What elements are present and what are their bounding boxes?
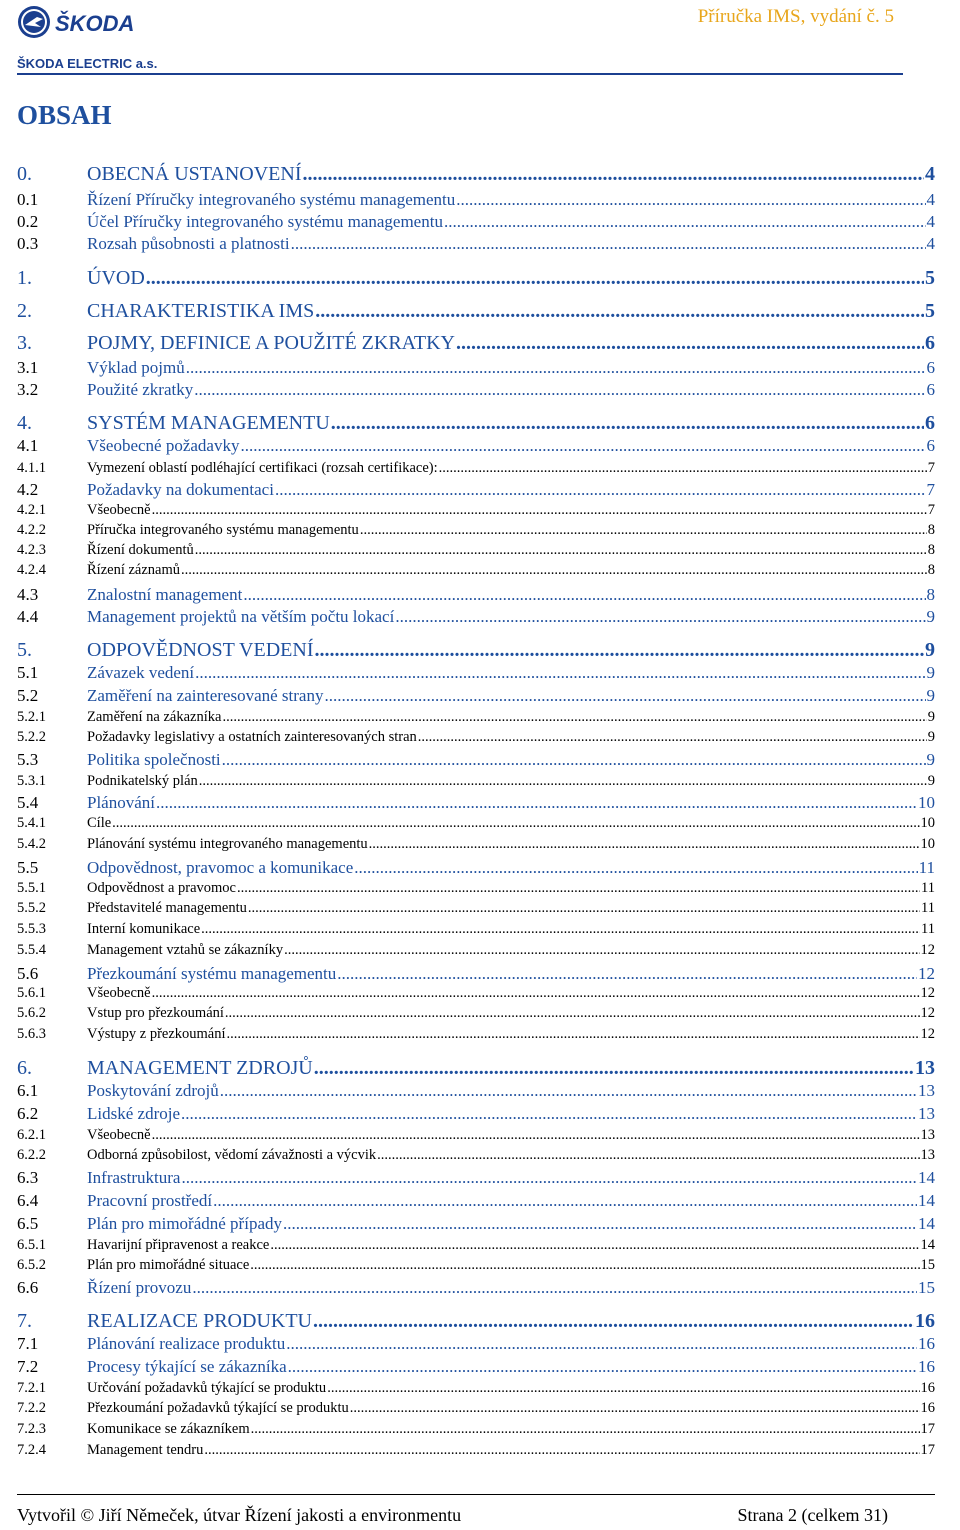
toc-entry-title: Odpovědnost a pravomoc — [87, 880, 236, 896]
toc-entry-number: 5.5.4 — [17, 942, 46, 958]
toc-entry-page: 13 — [920, 1127, 935, 1143]
toc-entry-page: 9 — [926, 607, 935, 626]
toc-entry[interactable] — [17, 1421, 935, 1438]
toc-dot-leader — [275, 480, 926, 500]
toc-entry[interactable] — [17, 234, 935, 254]
toc-entry-page: 5 — [925, 267, 935, 289]
logo-wordmark: ŠKODA — [55, 11, 135, 36]
toc-entry-number: 5.3.1 — [17, 773, 46, 789]
toc-dot-leader — [156, 793, 917, 813]
toc-entry[interactable] — [17, 880, 935, 897]
toc-entry[interactable] — [17, 1026, 935, 1043]
toc-entry-title: OBECNÁ USTANOVENÍ — [87, 163, 302, 185]
toc-dot-leader — [213, 1191, 917, 1211]
toc-entry-number: 5.1 — [17, 663, 39, 682]
toc-dot-leader — [251, 1421, 920, 1438]
toc-entry-number: 4.1.1 — [17, 460, 46, 476]
toc-dot-leader — [331, 412, 924, 435]
toc-entry-number: 7.2.4 — [17, 1442, 46, 1458]
toc-entry-page: 5 — [925, 300, 935, 322]
toc-entry[interactable] — [17, 585, 935, 605]
toc-entry-title: Procesy týkající se zákazníka — [87, 1357, 287, 1376]
toc-entry-title: Management projektů na větším počtu lokací — [87, 607, 395, 626]
toc-entry-number: 4.2 — [17, 480, 39, 499]
toc-entry-number: 0.3 — [17, 234, 39, 253]
toc-entry-number: 7. — [17, 1310, 32, 1332]
toc-dot-leader — [288, 1357, 917, 1377]
toc-entry-title: Výklad pojmů — [87, 358, 185, 377]
toc-entry-page: 7 — [927, 502, 935, 518]
toc-entry-title: REALIZACE PRODUKTU — [87, 1310, 312, 1332]
toc-entry-page: 17 — [920, 1421, 935, 1437]
toc-entry[interactable] — [17, 1334, 935, 1354]
toc-dot-leader — [377, 1147, 919, 1164]
toc-entry[interactable] — [17, 480, 935, 500]
toc-dot-leader — [112, 815, 919, 832]
toc-entry-page: 9 — [927, 773, 935, 789]
toc-entry-title: Zaměření na zákazníka — [87, 709, 222, 725]
toc-dot-leader — [354, 858, 917, 878]
toc-entry-page: 6 — [926, 436, 935, 455]
toc-entry[interactable] — [17, 1237, 935, 1254]
toc-entry[interactable] — [17, 1057, 935, 1080]
toc-entry-page: 8 — [927, 522, 935, 538]
toc-entry-number: 3. — [17, 332, 32, 354]
toc-entry-page: 15 — [918, 1278, 935, 1297]
toc-entry-page: 10 — [920, 836, 935, 852]
toc-entry[interactable] — [17, 729, 935, 746]
toc-entry-title: Odborná způsobilost, vědomí závažnosti a výcvik — [87, 1147, 377, 1163]
company-name: ŠKODA ELECTRIC a.s. — [17, 56, 158, 71]
toc-dot-leader — [337, 964, 917, 984]
toc-entry-title: SYSTÉM MANAGEMENTU — [87, 412, 330, 434]
toc-entry-page: 6 — [926, 358, 935, 377]
toc-dot-leader — [220, 1081, 917, 1101]
toc-dot-leader — [186, 358, 926, 378]
toc-entry-title: Závazek vedení — [87, 663, 195, 682]
toc-entry-title: Plán pro mimořádné situace — [87, 1257, 250, 1273]
toc-entry-number: 5. — [17, 639, 32, 661]
toc-entry-page: 11 — [921, 880, 935, 896]
toc-entry-title: Všeobecné požadavky — [87, 436, 240, 455]
toc-entry[interactable] — [17, 163, 935, 186]
toc-entry-page: 12 — [920, 1026, 935, 1042]
toc-dot-leader — [395, 607, 925, 627]
toc-entry-number: 7.2.3 — [17, 1421, 46, 1437]
toc-dot-leader — [201, 921, 920, 938]
toc-entry-page: 12 — [920, 985, 935, 1001]
toc-entry-number: 6.2.1 — [17, 1127, 46, 1143]
toc-entry[interactable] — [17, 815, 935, 832]
toc-entry-title: Odpovědnost, pravomoc a komunikace — [87, 858, 354, 877]
toc-dot-leader — [456, 190, 925, 210]
toc-entry-page: 6 — [925, 412, 935, 434]
toc-entry-number: 4. — [17, 412, 32, 434]
toc-entry-page: 4 — [925, 163, 935, 185]
toc-entry-page: 11 — [921, 921, 935, 937]
toc-entry-page: 12 — [920, 942, 935, 958]
toc-entry-title: Poskytování zdrojů — [87, 1081, 219, 1100]
toc-dot-leader — [303, 163, 924, 186]
header-rule — [17, 73, 903, 75]
toc-entry[interactable] — [17, 1127, 935, 1144]
toc-dot-leader — [250, 1257, 919, 1274]
toc-entry-title: Použité zkratky — [87, 380, 194, 399]
toc-entry[interactable] — [17, 1081, 935, 1101]
page-header — [0, 0, 960, 80]
toc-dot-leader — [222, 709, 926, 726]
toc-entry-number: 6.6 — [17, 1278, 39, 1297]
toc-entry-number: 2. — [17, 300, 32, 322]
toc-dot-leader — [313, 1310, 914, 1333]
toc-entry-page: 7 — [927, 460, 935, 476]
toc-entry[interactable] — [17, 460, 935, 477]
toc-entry-title: Všeobecně — [87, 502, 151, 518]
toc-entry-page: 16 — [920, 1380, 935, 1396]
toc-dot-leader — [227, 1026, 920, 1043]
toc-dot-leader — [195, 542, 927, 559]
toc-entry-page: 11 — [921, 900, 935, 916]
toc-entry-page: 14 — [918, 1191, 935, 1210]
document-title: Příručka IMS, vydání č. 5 — [697, 6, 894, 27]
toc-dot-leader — [286, 1334, 917, 1354]
toc-dot-leader — [199, 773, 927, 790]
toc-entry[interactable] — [17, 332, 935, 355]
toc-entry-page: 16 — [918, 1334, 935, 1353]
toc-entry-number: 4.2.3 — [17, 542, 46, 558]
toc-entry-page: 9 — [925, 639, 935, 661]
toc-entry-title: Řízení Příručky integrovaného systému managementu — [87, 190, 456, 209]
toc-entry-title: ODPOVĚDNOST VEDENÍ — [87, 639, 314, 661]
toc-entry-number: 6. — [17, 1057, 32, 1079]
skoda-logo — [17, 5, 137, 50]
toc-entry-number: 7.1 — [17, 1334, 39, 1353]
toc-entry-title: Všeobecně — [87, 985, 151, 1001]
toc-entry-number: 7.2.2 — [17, 1400, 46, 1416]
toc-entry-title: Výstupy z přezkoumání — [87, 1026, 226, 1042]
toc-entry-number: 5.6.1 — [17, 985, 46, 1001]
toc-entry-page: 14 — [918, 1214, 935, 1233]
toc-entry-title: Rozsah působnosti a platnosti — [87, 234, 290, 253]
toc-entry-number: 7.2 — [17, 1357, 39, 1376]
toc-dot-leader — [152, 1127, 920, 1144]
toc-entry-title: Cíle — [87, 815, 112, 831]
toc-entry-number: 5.6.2 — [17, 1005, 46, 1021]
toc-entry-title: Požadavky na dokumentaci — [87, 480, 274, 499]
toc-entry-number: 6.5.2 — [17, 1257, 46, 1273]
toc-entry[interactable] — [17, 1310, 935, 1333]
toc-entry[interactable] — [17, 942, 935, 959]
toc-entry[interactable] — [17, 964, 935, 984]
toc-entry[interactable] — [17, 607, 935, 627]
toc-entry-page: 9 — [927, 709, 935, 725]
toc-entry-number: 4.2.1 — [17, 502, 46, 518]
toc-entry-page: 6 — [926, 380, 935, 399]
toc-entry-page: 17 — [920, 1442, 935, 1458]
toc-dot-leader — [192, 1278, 917, 1298]
toc-dot-leader — [222, 750, 926, 770]
toc-entry[interactable] — [17, 522, 935, 539]
toc-entry-number: 0.1 — [17, 190, 39, 209]
toc-entry-number: 3.1 — [17, 358, 39, 377]
toc-entry-page: 13 — [918, 1081, 935, 1100]
toc-entry-page: 4 — [926, 212, 935, 231]
toc-dot-leader — [248, 900, 920, 917]
toc-entry-title: Přezkoumání požadavků týkající se produktu — [87, 1400, 349, 1416]
toc-entry-number: 3.2 — [17, 380, 39, 399]
toc-entry-page: 13 — [918, 1104, 935, 1123]
toc-entry[interactable] — [17, 985, 935, 1002]
toc-entry-page: 10 — [920, 815, 935, 831]
toc-entry[interactable] — [17, 562, 935, 579]
toc-entry-page: 16 — [920, 1400, 935, 1416]
toc-entry-number: 5.4.1 — [17, 815, 46, 831]
toc-dot-leader — [283, 1214, 917, 1234]
toc-entry-title: Plánování systému integrovaného managementu — [87, 836, 368, 852]
toc-entry-number: 6.5 — [17, 1214, 39, 1233]
toc-entry-page: 11 — [918, 858, 935, 877]
toc-entry-number: 6.2.2 — [17, 1147, 46, 1163]
toc-entry-page: 12 — [920, 1005, 935, 1021]
toc-entry-number: 6.4 — [17, 1191, 39, 1210]
toc-entry[interactable] — [17, 1147, 935, 1164]
toc-entry-title: Lidské zdroje — [87, 1104, 180, 1123]
toc-dot-leader — [324, 686, 925, 706]
toc-dot-leader — [243, 585, 925, 605]
toc-entry-title: Podnikatelský plán — [87, 773, 198, 789]
toc-entry-number: 0.2 — [17, 212, 39, 231]
toc-entry-title: Plánování — [87, 793, 155, 812]
toc-entry[interactable] — [17, 542, 935, 559]
toc-dot-leader — [181, 1168, 917, 1188]
toc-entry[interactable] — [17, 1005, 935, 1022]
toc-entry-title: Plán pro mimořádné případy — [87, 1214, 282, 1233]
toc-entry-title: Pracovní prostředí — [87, 1191, 213, 1210]
toc-entry-page: 10 — [918, 793, 935, 812]
toc-dot-leader — [418, 729, 927, 746]
toc-dot-leader — [240, 436, 925, 456]
toc-entry-number: 5.5.2 — [17, 900, 46, 916]
toc-dot-leader — [360, 522, 927, 539]
toc-entry-page: 6 — [925, 332, 935, 354]
toc-entry[interactable] — [17, 1214, 935, 1234]
toc-entry[interactable] — [17, 900, 935, 917]
toc-dot-leader — [327, 1380, 919, 1397]
toc-entry-title: CHARAKTERISTIKA IMS — [87, 300, 315, 322]
toc-entry[interactable] — [17, 1191, 935, 1211]
toc-entry-title: Přezkoumání systému managementu — [87, 964, 337, 983]
toc-entry[interactable] — [17, 380, 935, 400]
toc-entry-page: 9 — [926, 663, 935, 682]
toc-entry[interactable] — [17, 663, 935, 683]
toc-entry-number: 7.2.1 — [17, 1380, 46, 1396]
toc-entry-number: 5.5 — [17, 858, 39, 877]
toc-entry-number: 6.5.1 — [17, 1237, 46, 1253]
toc-entry[interactable] — [17, 639, 935, 662]
toc-entry-number: 4.1 — [17, 436, 39, 455]
toc-entry[interactable] — [17, 267, 935, 290]
toc-entry-page: 9 — [926, 750, 935, 769]
toc-entry-number: 5.6.3 — [17, 1026, 46, 1042]
toc-dot-leader — [204, 1442, 919, 1459]
toc-entry-number: 5.4 — [17, 793, 39, 812]
toc-dot-leader — [444, 212, 926, 232]
footer-rule — [17, 1494, 935, 1495]
toc-dot-leader — [181, 1104, 917, 1124]
toc-entry-title: POJMY, DEFINICE A POUŽITÉ ZKRATKY — [87, 332, 455, 354]
footer-page-info: Strana 2 (celkem 31) — [737, 1505, 888, 1525]
toc-entry-title: Znalostní management — [87, 585, 243, 604]
toc-entry[interactable] — [17, 1380, 935, 1397]
toc-entry[interactable] — [17, 836, 935, 853]
toc-entry[interactable] — [17, 1104, 935, 1124]
toc-entry-title: Příručka integrovaného systému managementu — [87, 522, 359, 538]
footer-author: Vytvořil © Jiří Němeček, útvar Řízení jakosti a environmentu — [17, 1505, 462, 1525]
toc-entry[interactable] — [17, 1357, 935, 1377]
toc-entry-page: 14 — [918, 1168, 935, 1187]
toc-entry-title: MANAGEMENT ZDROJŮ — [87, 1057, 313, 1079]
toc-entry-page: 14 — [920, 1237, 935, 1253]
toc-entry-number: 4.3 — [17, 585, 39, 604]
toc-dot-leader — [194, 380, 925, 400]
toc-entry-number: 5.2.2 — [17, 729, 46, 745]
toc-dot-leader — [152, 502, 927, 519]
toc-entry-title: Představitelé managementu — [87, 900, 247, 916]
toc-heading: OBSAH — [17, 100, 112, 130]
toc-dot-leader — [314, 1057, 914, 1080]
toc-dot-leader — [291, 234, 926, 254]
skoda-logo-icon — [17, 5, 137, 45]
toc-entry[interactable] — [17, 921, 935, 938]
toc-entry-number: 6.1 — [17, 1081, 39, 1100]
toc-entry[interactable] — [17, 212, 935, 232]
toc-entry-page: 15 — [920, 1257, 935, 1273]
toc-entry[interactable] — [17, 750, 935, 770]
toc-entry-title: Určování požadavků týkající se produktu — [87, 1380, 327, 1396]
toc-dot-leader — [152, 985, 920, 1002]
toc-entry-title: Plánování realizace produktu — [87, 1334, 286, 1353]
toc-entry-number: 5.2 — [17, 686, 39, 705]
toc-entry-title: Interní komunikace — [87, 921, 201, 937]
toc-entry-page: 16 — [918, 1357, 935, 1376]
toc-entry-number: 4.4 — [17, 607, 39, 626]
toc-entry-number: 5.3 — [17, 750, 39, 769]
toc-entry-page: 13 — [915, 1057, 935, 1079]
toc-entry-page: 8 — [927, 562, 935, 578]
toc-entry[interactable] — [17, 412, 935, 435]
toc-entry[interactable] — [17, 1442, 935, 1459]
toc-entry-page: 7 — [926, 480, 935, 499]
toc-entry-number: 5.2.1 — [17, 709, 46, 725]
toc-entry-number: 5.5.1 — [17, 880, 46, 896]
toc-entry[interactable] — [17, 358, 935, 378]
toc-entry[interactable] — [17, 1278, 935, 1298]
toc-entry[interactable] — [17, 1168, 935, 1188]
toc-dot-leader — [270, 1237, 919, 1254]
toc-dot-leader — [284, 942, 919, 959]
toc-entry[interactable] — [17, 793, 935, 813]
toc-dot-leader — [369, 836, 920, 853]
toc-entry-title: Komunikace se zákazníkem — [87, 1421, 250, 1437]
toc-dot-leader — [350, 1400, 920, 1417]
toc-entry-number: 5.5.3 — [17, 921, 46, 937]
toc-entry-title: Politika společnosti — [87, 750, 221, 769]
toc-entry-title: Řízení záznamů — [87, 562, 180, 578]
toc-entry-number: 4.2.4 — [17, 562, 46, 578]
toc-entry-title: Zaměření na zainteresované strany — [87, 686, 324, 705]
toc-entry-title: Řízení provozu — [87, 1278, 192, 1297]
toc-entry[interactable] — [17, 709, 935, 726]
toc-entry-page: 4 — [926, 234, 935, 253]
toc-entry-page: 9 — [927, 729, 935, 745]
toc-entry-title: Infrastruktura — [87, 1168, 181, 1187]
toc-entry-page: 12 — [918, 964, 935, 983]
toc-entry-page: 13 — [920, 1147, 935, 1163]
toc-entry-number: 6.3 — [17, 1168, 39, 1187]
toc-entry-title: Řízení dokumentů — [87, 542, 194, 558]
toc-dot-leader — [314, 639, 924, 662]
toc-entry[interactable] — [17, 686, 935, 706]
toc-entry[interactable] — [17, 1400, 935, 1417]
toc-dot-leader — [315, 300, 924, 323]
toc-entry[interactable] — [17, 858, 935, 878]
toc-dot-leader — [237, 880, 920, 897]
toc-entry[interactable] — [17, 1257, 935, 1274]
toc-entry-number: 5.6 — [17, 964, 39, 983]
toc-entry-title: Účel Příručky integrovaného systému managementu — [87, 212, 443, 231]
toc-entry[interactable] — [17, 436, 935, 456]
toc-entry-title: Management tendru — [87, 1442, 204, 1458]
toc-entry-page: 8 — [926, 585, 935, 604]
toc-entry[interactable] — [17, 300, 935, 323]
toc-entry-page: 4 — [926, 190, 935, 209]
toc-entry-title: Management vztahů se zákazníky — [87, 942, 284, 958]
toc-entry-page: 9 — [926, 686, 935, 705]
toc-entry-title: Všeobecně — [87, 1127, 151, 1143]
toc-dot-leader — [195, 663, 925, 683]
toc-entry[interactable] — [17, 190, 935, 210]
toc-entry-page: 8 — [927, 542, 935, 558]
toc-entry-title: Vstup pro přezkoumání — [87, 1005, 224, 1021]
toc-dot-leader — [439, 460, 927, 477]
toc-entry-number: 6.2 — [17, 1104, 39, 1123]
toc-dot-leader — [456, 332, 924, 355]
toc-entry[interactable] — [17, 502, 935, 519]
toc-entry-number: 5.4.2 — [17, 836, 46, 852]
toc-entry-title: ÚVOD — [87, 267, 145, 289]
toc-entry-title: Požadavky legislativy a ostatních zainteresovaných stran — [87, 729, 417, 745]
toc-entry[interactable] — [17, 773, 935, 790]
toc-dot-leader — [146, 267, 924, 290]
toc-entry-number: 1. — [17, 267, 32, 289]
toc-entry-number: 0. — [17, 163, 32, 185]
toc-dot-leader — [181, 562, 927, 579]
toc-entry-title: Vymezení oblastí podléhající certifikaci (rozsah certifikace): — [87, 460, 438, 476]
toc-entry-title: Havarijní připravenost a reakce — [87, 1237, 270, 1253]
toc-entry-number: 4.2.2 — [17, 522, 46, 538]
toc-dot-leader — [225, 1005, 920, 1022]
toc-entry-page: 16 — [915, 1310, 935, 1332]
